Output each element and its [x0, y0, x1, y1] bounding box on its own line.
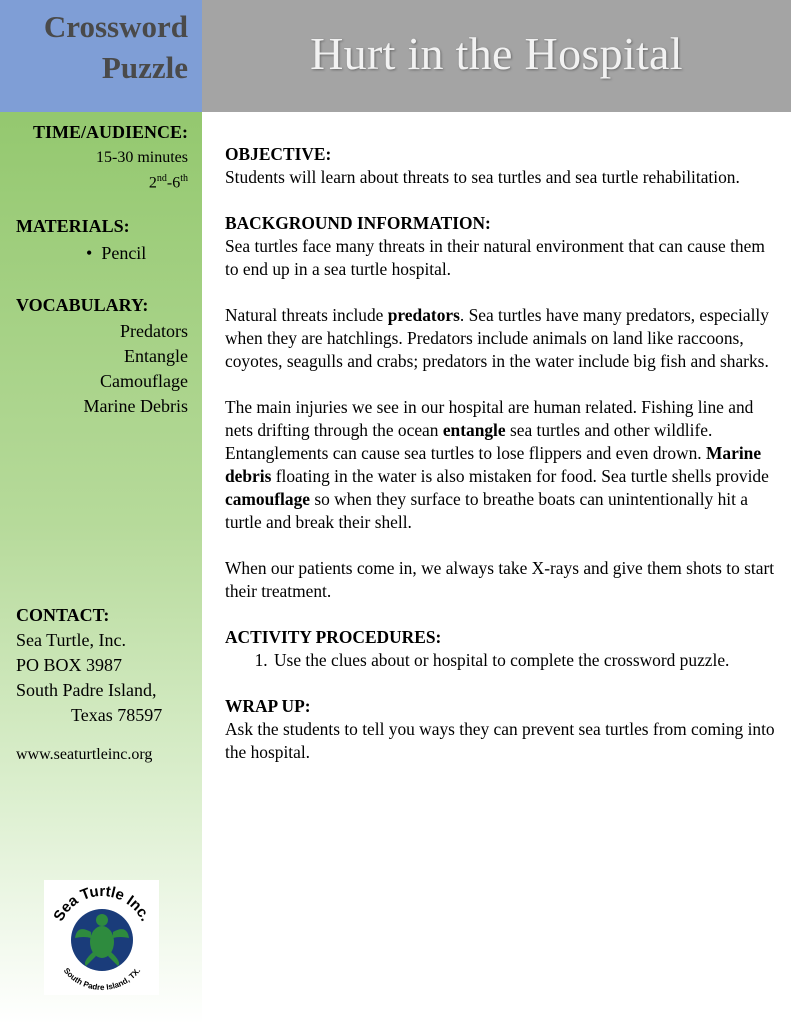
background-heading: BACKGROUND INFORMATION:: [225, 213, 491, 233]
contact-heading: CONTACT:: [16, 605, 110, 625]
main-content: [225, 143, 775, 764]
materials-section: [16, 214, 196, 266]
page-title: Hurt in the Hospital: [310, 28, 683, 79]
term-entangle: entangle: [442, 420, 506, 440]
vocabulary-section: [16, 293, 188, 419]
title-banner: [202, 0, 791, 112]
time-audience-section: [10, 120, 188, 193]
vocabulary-item: Entangle: [124, 346, 188, 366]
procedures-heading: ACTIVITY PROCEDURES:: [225, 627, 442, 647]
vocabulary-item: Marine Debris: [83, 396, 188, 416]
vocabulary-list: [16, 319, 188, 419]
contact-city: South Padre Island,: [16, 680, 157, 700]
wrapup-heading: WRAP UP:: [225, 696, 311, 716]
procedure-step: 1. Use the clues about or hospital to complete the crossword puzzle.: [272, 649, 775, 672]
objective-text: Students will learn about threats to sea turtles and sea turtle rehabilitation.: [225, 167, 740, 187]
title-corner: [0, 0, 202, 112]
logo-title: Sea Turtle Inc.: [50, 882, 154, 925]
term-camouflage: camouflage: [225, 489, 311, 509]
background-paragraph-1: Sea turtles face many threats in their natural environment that can cause them to end up in a sea turtle hospital.: [225, 236, 765, 279]
background-paragraph-3: The main injuries we see in our hospital are human related. Fishing line and nets drifting through the ocean entangle sea turtles and other wildlife. Entanglements can cause sea turtles to lose flippers and even drown. Marine debris floating in the water is also mistaken for food. Sea turtle shells provide camouflage so when they surface to breathe boats can unintentionally hit a turtle and break their shell.: [225, 397, 769, 532]
term-predators: predators: [387, 305, 460, 325]
activity-type-title: [44, 6, 188, 88]
term-marine-debris: Marine debris: [225, 443, 762, 486]
contact-state: Texas 78597: [71, 705, 163, 725]
bullet-icon: •: [86, 243, 93, 263]
sea-turtle-inc-logo: [44, 880, 159, 995]
vocabulary-heading: VOCABULARY:: [16, 295, 149, 315]
contact-org: Sea Turtle, Inc.: [16, 630, 126, 650]
wrapup-text: Ask the students to tell you ways they can prevent sea turtles from coming into the hospital.: [225, 719, 775, 762]
activity-type-line2: Puzzle: [101, 50, 188, 85]
logo-graphic: [44, 880, 159, 995]
contact-section: [16, 603, 194, 767]
background-paragraph-4: When our patients come in, we always take X-rays and give them shots to start their treatment.: [225, 558, 775, 601]
time-value: 15-30 minutes: [96, 149, 188, 166]
objective-heading: OBJECTIVE:: [225, 144, 332, 164]
materials-heading: MATERIALS:: [16, 216, 130, 236]
materials-item: • Pencil: [86, 243, 147, 263]
grade-range: 2nd-6th: [148, 173, 188, 192]
logo-location: South Padre Island, TX.: [61, 966, 143, 993]
website-link[interactable]: www.seaturtleinc.org: [16, 746, 153, 763]
contact-po-box: PO BOX 3987: [16, 655, 123, 675]
activity-type-line1: Crossword: [43, 9, 188, 44]
time-audience-heading: TIME/AUDIENCE:: [32, 122, 188, 142]
vocabulary-item: Camouflage: [100, 371, 188, 391]
vocabulary-item: Predators: [120, 321, 188, 341]
procedures-list: [225, 649, 775, 672]
background-paragraph-2: Natural threats include predators. Sea turtles have many predators, especially when they are hatchlings. Predators include animals on land like raccoons, coyotes, seagulls and crabs; predators in the water include big fish and sharks.: [225, 305, 769, 371]
